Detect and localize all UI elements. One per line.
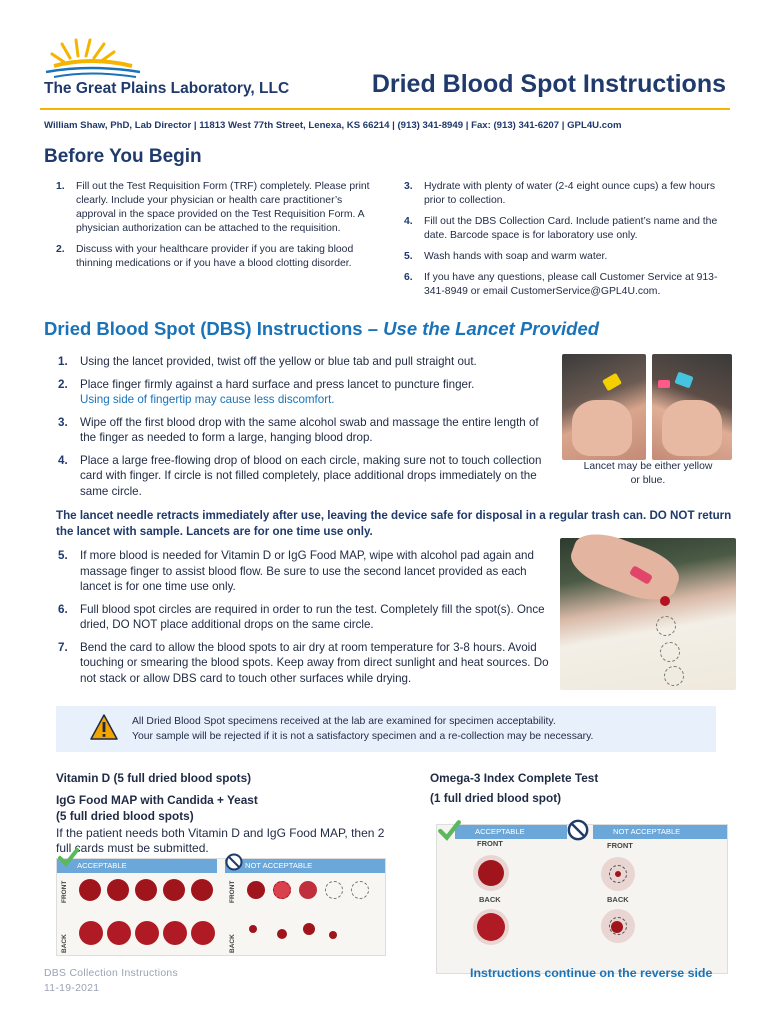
blood-spot xyxy=(107,879,129,901)
company-logo xyxy=(40,36,150,80)
dbs-steps-5-7 xyxy=(44,548,554,693)
empty-circle xyxy=(325,881,343,899)
blood-spot-back xyxy=(107,921,131,945)
blood-spot xyxy=(79,879,101,901)
footer-doc-name: DBS Collection Instructions xyxy=(44,968,178,979)
list-item xyxy=(392,250,732,264)
footer-doc-info xyxy=(44,966,178,996)
step-item xyxy=(44,548,554,595)
card-circle xyxy=(660,642,680,662)
lancet-caption: Lancet may be either yellow or blue. xyxy=(583,461,713,486)
company-name: The Great Plains Laboratory, LLC xyxy=(44,80,290,97)
list-item xyxy=(392,215,732,243)
step-number: 5. xyxy=(58,549,68,562)
blue-lancet-icon xyxy=(674,372,693,389)
not-acceptable-tag xyxy=(225,859,385,873)
small-spot xyxy=(329,931,337,939)
checkmark-icon xyxy=(57,847,79,869)
card-circle xyxy=(656,616,676,636)
back-label: BACK xyxy=(479,895,501,904)
blood-spot xyxy=(163,879,185,901)
contact-line: William Shaw, PhD, Lab Director | 11813 West 77th Street, Lenexa, KS 66214 | (913) 341-8949 | Fax: (913) 341-6207 | GPL4U.com xyxy=(44,120,622,131)
partial-spot xyxy=(247,881,265,899)
acceptable-label: ACCEPTABLE xyxy=(475,827,525,836)
warning-icon xyxy=(90,714,118,740)
lancet-photo-yellow xyxy=(562,354,646,460)
item-text: Fill out the Test Requisition Form (TRF) completely. Please print clearly. Include your physician or health care practitioner’s approval in the space provided on the Test Requisition Form. A physician authorization can be attached to the requisition. xyxy=(76,181,370,234)
no-symbol-icon xyxy=(567,819,589,841)
item-number: 4. xyxy=(404,216,413,227)
back-label: BACK xyxy=(61,934,68,953)
item-text: If you have any questions, please call Customer Service at 913-341-8949 or email CustomerService@GPL4U.com. xyxy=(424,272,718,297)
item-text: Wash hands with soap and warm water. xyxy=(424,251,608,262)
igg-line-2: (5 full dried blood spots) xyxy=(56,809,194,823)
hand-shape xyxy=(572,400,632,456)
alert-line-1: All Dried Blood Spot specimens received at the lab are examined for specimen acceptability. xyxy=(132,716,556,727)
omega-card-examples xyxy=(436,824,728,974)
heading-emphasis: Use the Lancet Provided xyxy=(383,318,600,339)
sun-arc xyxy=(54,61,132,66)
step-number: 1. xyxy=(58,355,68,368)
step-tip: Using side of fingertip may cause less discomfort. xyxy=(80,393,335,406)
item-text: Discuss with your healthcare provider if you are taking blood thinning medications or if you have a blood clotting disorder. xyxy=(76,244,354,269)
lancet-warning: The lancet needle retracts immediately after use, leaving the device safe for disposal in a regular trash can. DO NOT return the lancet with sample. Lancets are for one time use only. xyxy=(56,509,732,538)
step-item xyxy=(44,602,554,633)
step-number: 7. xyxy=(58,640,68,654)
list-item xyxy=(44,180,384,236)
not-acceptable-tag xyxy=(593,825,727,839)
acceptable-tag xyxy=(57,859,217,873)
step-text: Wipe off the first blood drop with the same alcohol swab and massage the entire length of the finger as needed to form a large, hanging blood drop. xyxy=(80,415,539,444)
before-list-right xyxy=(392,180,732,306)
front-label: FRONT xyxy=(607,841,633,850)
item-number: 2. xyxy=(56,244,65,255)
dbs-instructions-heading xyxy=(44,318,599,340)
acceptable-tag xyxy=(455,825,567,839)
blood-spot-back xyxy=(135,921,159,945)
step-text: Bend the card to allow the blood spots to air dry at room temperature for 3-8 hours. Avoid touching or smearing the blood spots. Keep away from direct sunlight and heat sources. Do not stack or allow DBS card to touch other surfaces while drying. xyxy=(80,640,549,685)
step-item xyxy=(44,354,554,370)
back-label: BACK xyxy=(607,895,629,904)
omega-line-1: Omega-3 Index Complete Test xyxy=(430,771,599,785)
alert-text xyxy=(132,714,712,744)
vitamin-d-card-examples xyxy=(56,858,386,956)
horizon-line-1 xyxy=(46,68,140,72)
item-number: 1. xyxy=(56,181,65,192)
blood-spot-back xyxy=(477,913,505,941)
step-item xyxy=(44,415,554,446)
both-cards-note: If the patient needs both Vitamin D and IgG Food MAP, then 2 full cards must be submitted. xyxy=(56,826,385,855)
document-title: Dried Blood Spot Instructions xyxy=(371,70,726,98)
item-number: 3. xyxy=(404,181,413,192)
lancet-photo-blue xyxy=(652,354,732,460)
igg-heading xyxy=(56,792,258,824)
hand-shape xyxy=(662,400,722,456)
item-text: Fill out the DBS Collection Card. Include patient’s name and the date. Barcode space is for laboratory use only. xyxy=(424,216,718,241)
igg-line-1: IgG Food MAP with Candida + Yeast xyxy=(56,793,258,807)
empty-circle xyxy=(351,881,369,899)
footer-doc-date: 11-19-2021 xyxy=(44,983,100,994)
vitamin-d-heading: Vitamin D (5 full dried blood spots) xyxy=(56,771,252,785)
step-number: 4. xyxy=(58,453,68,467)
list-item xyxy=(392,180,732,208)
pink-tab-icon xyxy=(658,380,670,388)
omega-line-2: (1 full dried blood spot) xyxy=(430,791,562,805)
blood-spot-back xyxy=(79,921,103,945)
front-label: FRONT xyxy=(477,839,503,848)
partial-spot xyxy=(273,881,291,899)
alert-line-2: Your sample will be rejected if it is not a satisfactory specimen and a re-collection may be necessary. xyxy=(132,731,594,742)
blood-drop xyxy=(660,596,670,606)
step-item xyxy=(44,640,554,687)
step-text: Full blood spot circles are required in order to run the test. Completely fill the spot(s). Once dried, DO NOT place additional drops on the same circle. xyxy=(80,602,545,631)
heading-main: Dried Blood Spot (DBS) Instructions – xyxy=(44,318,384,339)
step-number: 2. xyxy=(58,377,68,391)
item-number: 5. xyxy=(404,251,413,262)
small-spot xyxy=(615,871,621,877)
partial-spot xyxy=(299,881,317,899)
blood-drop-card-photo xyxy=(560,538,736,690)
front-label: FRONT xyxy=(61,880,68,903)
blood-spot xyxy=(478,860,504,886)
step-number: 6. xyxy=(58,602,68,616)
small-spot xyxy=(611,921,623,933)
blood-spot-back xyxy=(191,921,215,945)
list-item xyxy=(392,271,732,299)
step-item xyxy=(44,377,554,408)
back-label: BACK xyxy=(229,934,236,953)
dbs-steps-1-4 xyxy=(44,354,554,506)
continue-reverse-note: Instructions continue on the reverse side xyxy=(470,966,713,980)
step-item xyxy=(44,453,554,500)
header-rule xyxy=(40,108,730,110)
no-symbol-icon xyxy=(225,853,243,871)
item-text: Hydrate with plenty of water (2-4 eight ounce cups) a few hours prior to collection. xyxy=(424,181,716,206)
yellow-lancet-icon xyxy=(602,373,622,391)
blood-spot xyxy=(135,879,157,901)
not-acceptable-label: NOT ACCEPTABLE xyxy=(613,827,681,836)
step-number: 3. xyxy=(58,415,68,429)
omega-heading xyxy=(430,770,730,806)
sun-rays xyxy=(52,40,114,62)
step-text: Place a large free-flowing drop of blood on each circle, making sure not to touch collection card with finger. If circle is not filled completely, place additional drops immediately on the same circle. xyxy=(80,453,542,498)
blood-spot-back xyxy=(163,921,187,945)
not-acceptable-label: NOT ACCEPTABLE xyxy=(245,861,313,870)
checkmark-icon xyxy=(437,819,461,843)
small-spot xyxy=(303,923,315,935)
step-text: Using the lancet provided, twist off the yellow or blue tab and pull straight out. xyxy=(80,355,477,368)
horizon-line-2 xyxy=(54,74,136,78)
small-spot xyxy=(249,925,257,933)
item-number: 6. xyxy=(404,272,413,283)
list-item xyxy=(44,243,384,271)
front-label: FRONT xyxy=(229,880,236,903)
before-list-left xyxy=(44,180,384,278)
acceptable-label: ACCEPTABLE xyxy=(77,861,127,870)
step-text: Place finger firmly against a hard surface and press lancet to puncture finger. xyxy=(80,377,475,391)
small-spot xyxy=(277,929,287,939)
card-circle xyxy=(664,666,684,686)
before-you-begin-heading: Before You Begin xyxy=(44,146,202,167)
blood-spot xyxy=(191,879,213,901)
step-text: If more blood is needed for Vitamin D or IgG Food MAP, wipe with alcohol pad again and massage finger to assist blood flow. Be sure to use the second lancet provided as each lancet is for one time use only. xyxy=(80,549,534,593)
